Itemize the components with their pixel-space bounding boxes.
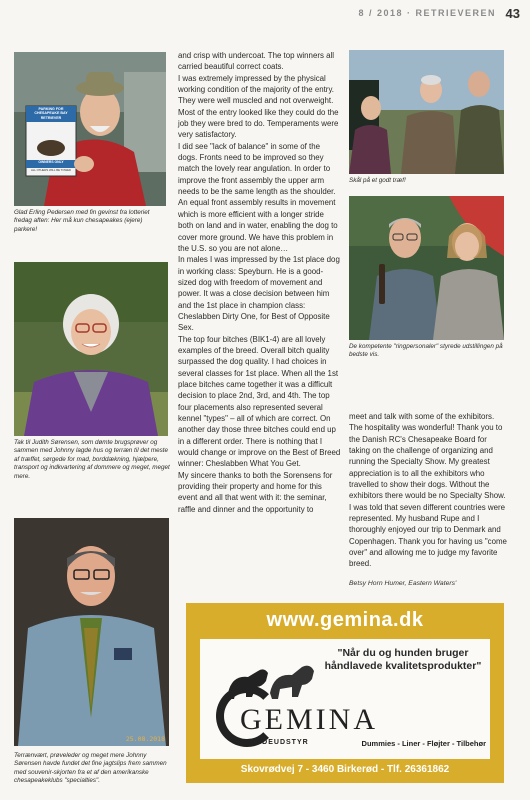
article-paragraph: and crisp with undercoat. The top winners all carried beautiful correct coats. (178, 51, 334, 72)
caption-photo-4: Skål på et godt træf! (349, 177, 406, 184)
article-paragraph: In males I was impressed by the 1st place dog in working class: Speyburn. He is a good-sized dog with freedom of movement and power. It was a close decision between him and the 1st place in champion class: Cheslabben Dirty One, for Best of Opposite Sex. (178, 255, 340, 333)
sign-line-3: OWNERS ONLY (38, 160, 64, 164)
article-paragraph: meet and talk with some of the exhibitors. The hospitality was wonderful! Thank you to the Danish RC's Chesapeake Board for taking on the challenge of organizing and running the Specialty Show. My greatest appreciation is to all the exhibitors who travelled to show their dogs. Without the exhibitors there would be no Specialty Show. I was told that seven different countries were represented. My husband Rupe and I thoroughly enjoyed our trip to Denmark and Copenhagen. Thank you for having us "come over" and allowing me to judge my favorite breed. (349, 412, 507, 569)
article-column-1 (178, 50, 341, 515)
article-paragraph: The top four bitches (BIK1-4) are all lovely examples of the breed. Overall bitch quality surpassed the dog quality. I had choices in several classes for 1st place. When all the 1st place bitches came together it was a difficult decision to place 2nd, 3rd, and 4th. The top four placements also represented several kennel "types" – all of which are correct. On another day those three bitches could end up in a different order. There is nothing that I would change or improve on the Best of Breed winner: Cheslabben What You Get. (178, 334, 341, 469)
photo-johnny (14, 518, 169, 746)
ad-products: Dummies - Liner - Fløjter - Tilbehør (361, 739, 486, 748)
ad-brand-name: GEMINA (240, 703, 378, 736)
article-paragraph: I did see "lack of balance" in some of the dogs. Fronts need to be improved so they match the lovely rear angulation. In order to improve the front assembly the upper arm needs to be the same length as the shoulder. An equal front assembly results in movement which is more efficient with a longer stride both on land and in water, enabling the dog to cover more ground. We have this problem in the U.S. so you are not alone… (178, 141, 338, 253)
photo-ring-personnel (349, 196, 504, 340)
issue-label: 8 / 2018 · RETRIEVEREN (358, 8, 496, 18)
sign-line-2: CHESAPEAKE BAY RETRIEVER (34, 111, 68, 120)
photo-judith (14, 262, 168, 436)
caption-photo-3: Terrænvært, prøveleder og meget mere Johnny Sørensen havde fundet det fine jagtslips frem sammen med souvenir-skjorten fra et af den amerikanske chesapeakeklubs "specialties". (14, 752, 167, 785)
gemina-advertisement (186, 603, 504, 783)
article-signature: Betsy Horn Humer, Eastern Waters' (349, 580, 457, 587)
photo-toast (349, 50, 504, 174)
page-number: 43 (505, 6, 520, 21)
sign-line-4: ALL OTHERS WILL BE TOWED (30, 168, 72, 172)
article-paragraph: I was extremely impressed by the physical working condition of the majority of the entry. They were well muscled and not overweight. Most of the entry looked like they could do the job they were bred to do. Temperaments were very satisfactory. (178, 73, 339, 140)
ad-brand-subtitle: HUNDEUDSTYR (244, 739, 309, 746)
caption-photo-1: Glad Erling Pedersen med fin gevinst fra lotteriet fredag aften: Her må kun chesapeakes (ejere) parkere! (14, 209, 150, 233)
page-header (0, 6, 530, 22)
article-column-2 (349, 411, 507, 570)
photo-date-stamp: 25.08.2018 (125, 735, 165, 743)
caption-photo-2: Tak til Judith Sørensen, som dømte brugsprøver og sammen med Johnny lagde hus og terræn til det meste af træffet, sørgede for mad, borddækning, hjælpere, transport og indkvartering af dommere og meget, meget mere. (14, 439, 170, 480)
article-paragraph: My sincere thanks to both the Sorensens for providing their property and home for this event and all that went with it: the seminar, raffle and dinner and the opportunity to (178, 470, 333, 514)
ad-slogan: "Når du og hunden bruger håndlavede kvalitetsprodukter" (324, 647, 482, 672)
ad-url[interactable]: www.gemina.dk (266, 609, 424, 631)
photo-erling-sign (14, 52, 166, 206)
ad-panel (200, 639, 490, 759)
sign-line-1: PARKING FOR (38, 107, 64, 111)
caption-photo-5: De kompetente "ringpersonaler" styrede udstillingen på bedste vis. (349, 343, 503, 359)
ad-address: Skovrødvej 7 - 3460 Birkerød - Tlf. 26361862 (240, 764, 450, 775)
